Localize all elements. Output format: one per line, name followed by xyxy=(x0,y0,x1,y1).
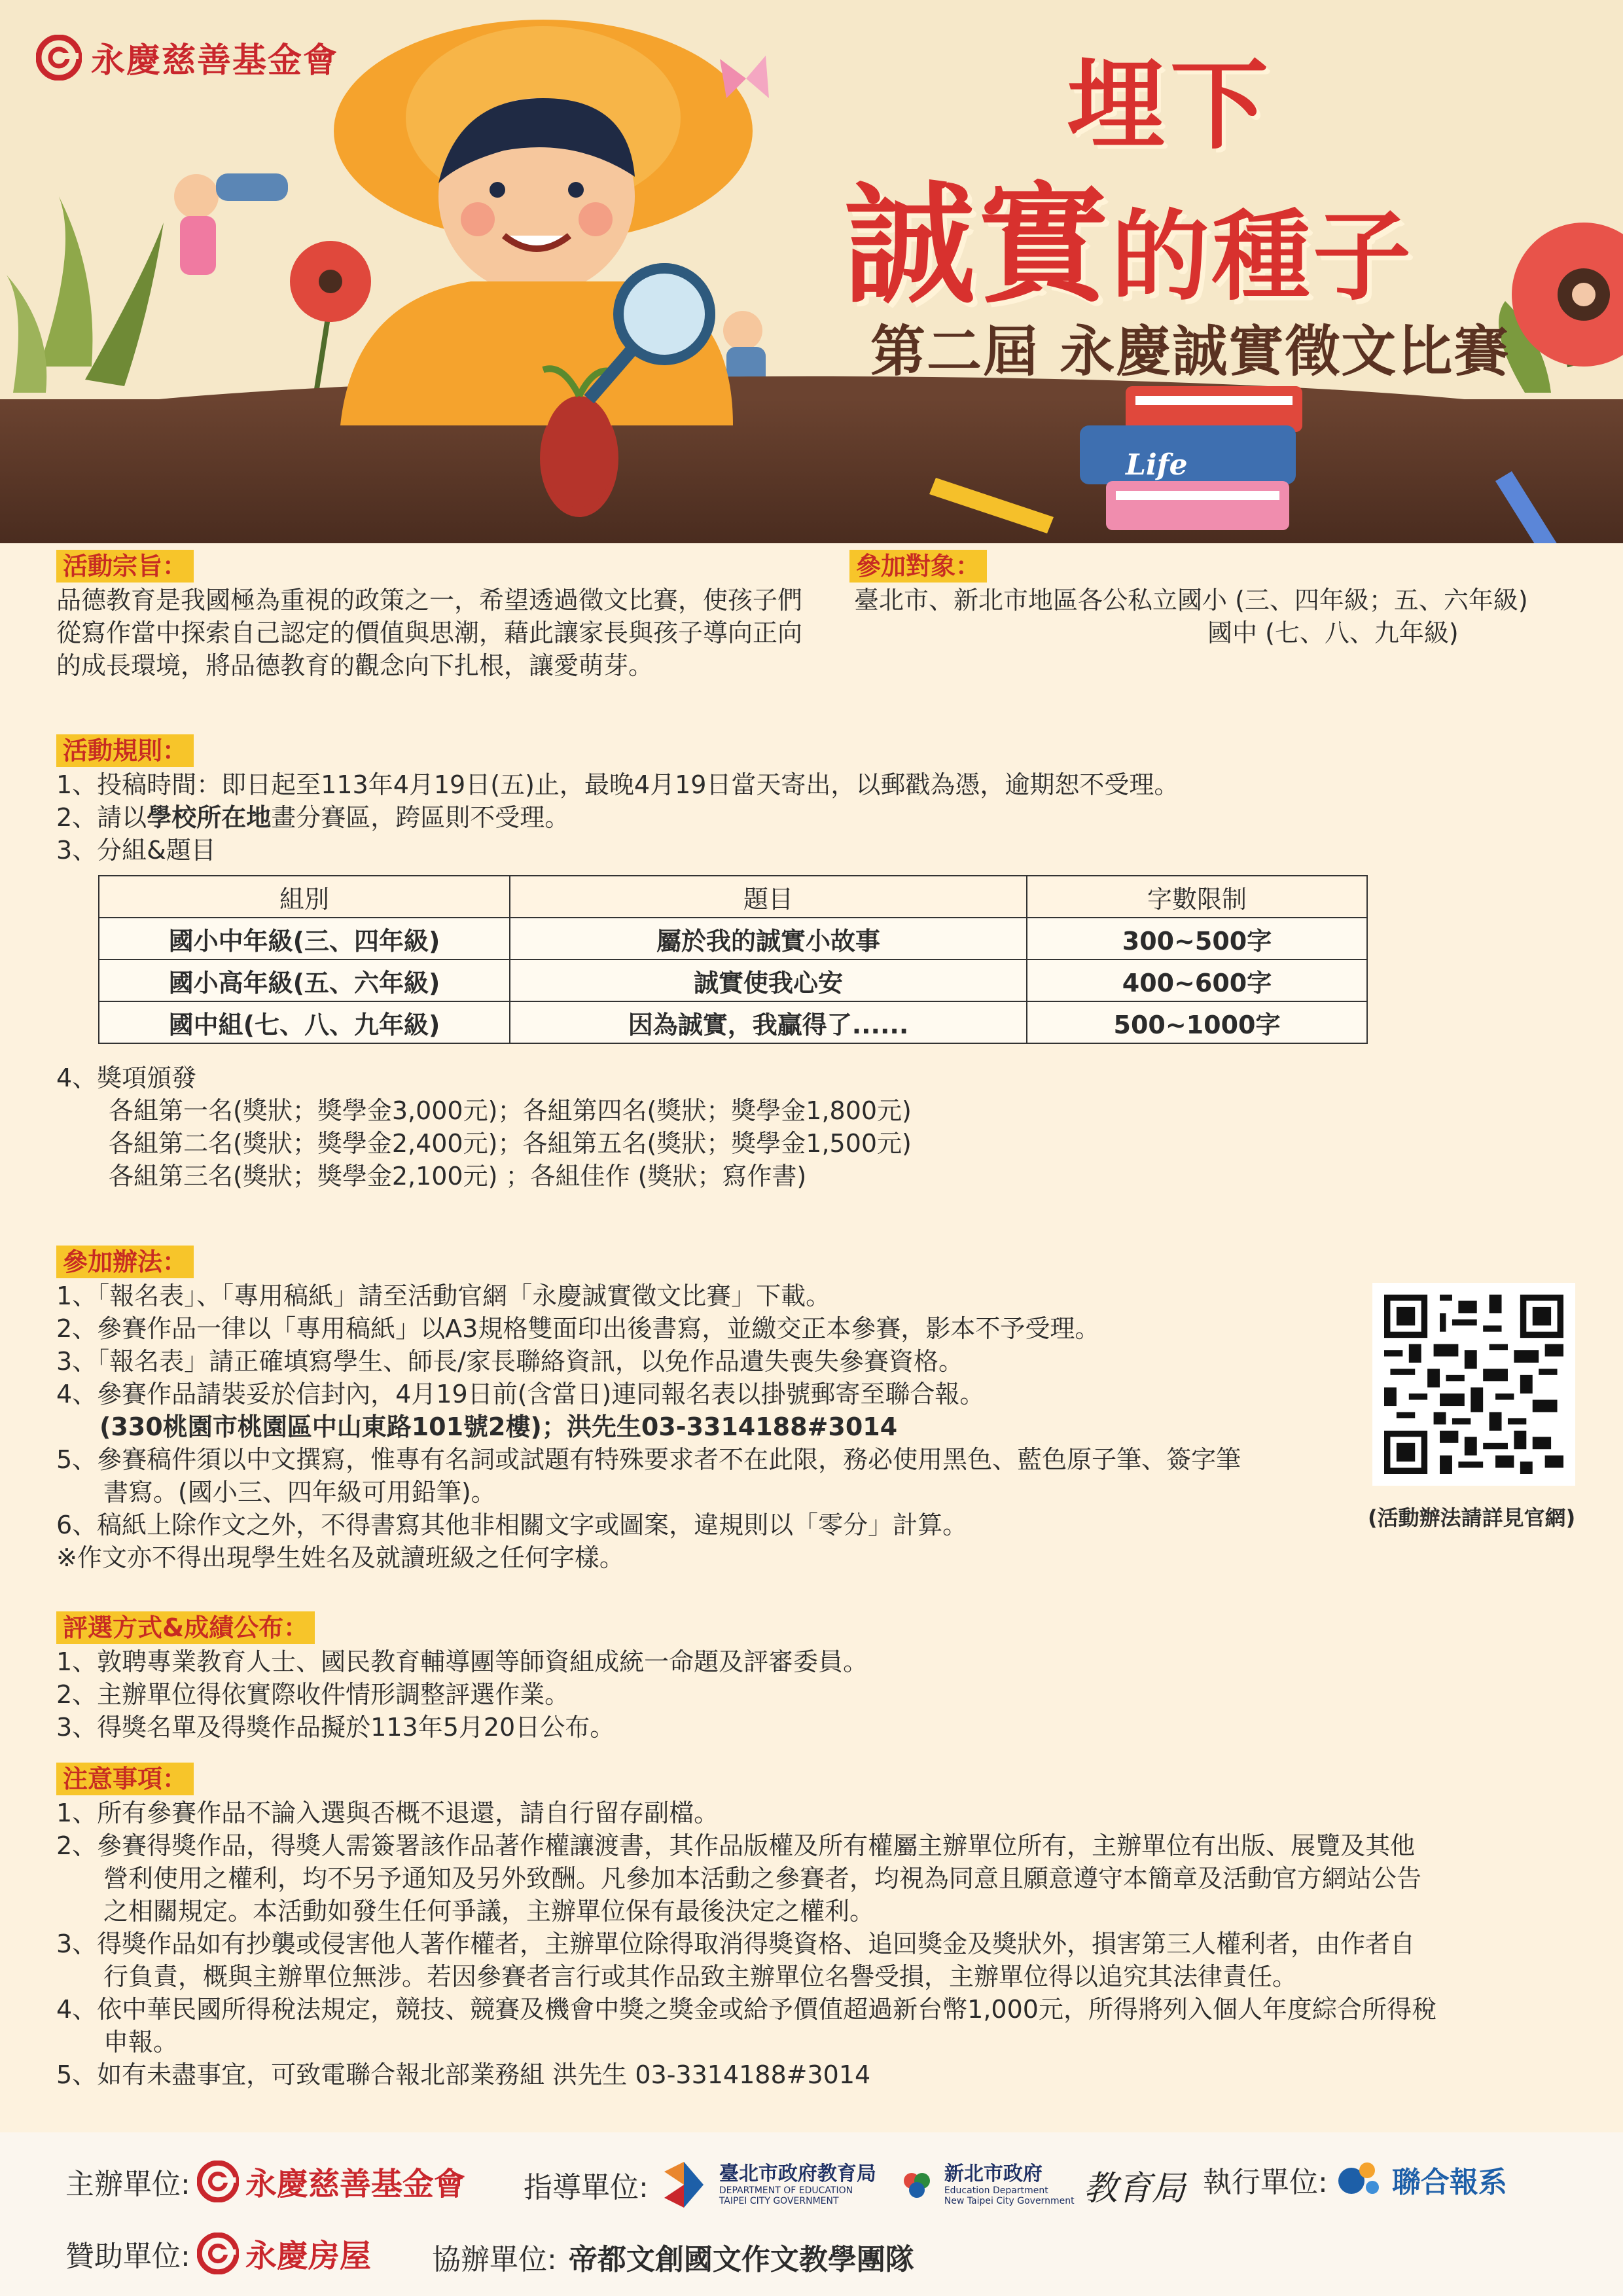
table-cell: 300~500字 xyxy=(1027,918,1367,960)
group-topic-table xyxy=(98,875,1368,1044)
audience-line-1: 臺北市、新北市地區各公私立國小 (三、四年級；五、六年級) xyxy=(854,586,1528,615)
table-header: 組別 xyxy=(99,876,510,918)
co-org: 帝都文創國文作文教學團隊 xyxy=(568,2243,914,2276)
ntpc-en-2: New Taipei City Government xyxy=(944,2196,1075,2206)
judging-3: 3、得獎名單及得獎作品擬於113年5月20日公布。 xyxy=(56,1713,615,1742)
host-label: 主辦單位: xyxy=(65,2167,190,2201)
subtitle: 第二屆 永慶誠實徵文比賽 xyxy=(870,319,1510,384)
awards-heading: 4、獎項頒發 xyxy=(56,1064,197,1092)
table-cell: 因為誠實，我贏得了...... xyxy=(510,1001,1027,1043)
purpose-heading: 活動宗旨： xyxy=(56,550,194,583)
taipei-edu xyxy=(719,2163,876,2206)
note-3-cont: 行負責，概與主辦單位無涉。若因參賽者言行或其作品致主辦單位名譽受損，主辦單位得以追究其法律責任。 xyxy=(103,1962,1298,1991)
table-header-row xyxy=(99,876,1367,918)
qr-code-icon xyxy=(1384,1295,1563,1474)
title-line-2 xyxy=(844,141,1414,329)
note-3: 3、得獎作品如有抄襲或侵害他人著作權者，主辦單位除得取消得獎資格、追回獎金及獎狀外，損害第三人權利者，由作者自 xyxy=(56,1929,1416,1958)
method-4-address: (330桃園市桃園區中山東路101號2樓)；洪先生03-3314188#3014 xyxy=(99,1412,898,1441)
method-2: 2、參賽作品一律以「專用稿紙」以A3規格雙面印出後書寫，並繳交正本參賽，影本不予受理。 xyxy=(56,1314,1100,1343)
method-3: 3、「報名表」請正確填寫學生、師長/家長聯絡資訊，以免作品遺失喪失參賽資格。 xyxy=(56,1347,963,1376)
note-4-cont: 申報。 xyxy=(103,2028,179,2056)
rule-2 xyxy=(56,801,1179,834)
sponsor-org: 永慶房屋 xyxy=(245,2238,371,2274)
method-note: ※作文亦不得出現學生姓名及就讀班級之任何字樣。 xyxy=(56,1543,624,1572)
qr-caption: (活動辦法請詳見官網) xyxy=(1368,1505,1576,1530)
method-5-cont: 書寫。(國小三、四年級可用鉛筆)。 xyxy=(103,1478,496,1507)
method-list xyxy=(56,1280,1241,1574)
award-line: 各組第二名(獎狀；獎學金2,400元)；各組第五名(獎狀；獎學金1,500元) xyxy=(109,1129,912,1158)
taipei-edu-en-1: DEPARTMENT OF EDUCATION xyxy=(719,2185,853,2196)
org-logo xyxy=(36,33,338,82)
host-org: 永慶慈善基金會 xyxy=(245,2166,465,2202)
ntpc-en-1: Education Department xyxy=(944,2185,1048,2196)
hero-banner xyxy=(0,0,1623,543)
table-cell: 誠實使我心安 xyxy=(510,960,1027,1001)
award-line: 各組第一名(獎狀；獎學金3,000元)；各組第四名(獎狀；獎學金1,800元) xyxy=(109,1096,912,1125)
book-label: Life xyxy=(1126,448,1188,482)
rules-heading: 活動規則： xyxy=(56,734,194,767)
note-2: 2、參賽得獎作品，得獎人需簽署該作品著作權讓渡書，其作品版權及所有權屬主辦單位所有，主辦單位有出版、展覽及其他 xyxy=(56,1831,1416,1860)
new-taipei-logo-icon xyxy=(899,2166,935,2203)
guide-label: 指導單位: xyxy=(524,2171,649,2204)
note-5: 5、如有未盡事宜，可致電聯合報北部業務組 洪先生 03-3314188#3014 xyxy=(56,2060,871,2089)
title-honesty: 誠實 xyxy=(844,168,1112,322)
title-seed: 的種子 xyxy=(1111,199,1414,314)
table-row xyxy=(99,960,1367,1001)
qr-code[interactable] xyxy=(1372,1283,1575,1486)
table-header: 題目 xyxy=(510,876,1027,918)
exec-unit xyxy=(1203,2159,1507,2200)
ntpc xyxy=(944,2163,1075,2206)
exec-label: 執行單位: xyxy=(1203,2166,1328,2199)
table-cell: 屬於我的誠實小故事 xyxy=(510,918,1027,960)
rule-2-c: 畫分賽區，跨區則不受理。 xyxy=(271,803,570,832)
awards-list xyxy=(56,1062,912,1193)
method-heading: 參加辦法： xyxy=(56,1246,194,1278)
rules-list xyxy=(56,768,1179,867)
method-4: 4、參賽作品請裝妥於信封內，4月19日前(含當日)連同報名表以掛號郵寄至聯合報。 xyxy=(56,1380,985,1408)
table-cell: 國小中年級(三、四年級) xyxy=(99,918,510,960)
host-unit xyxy=(65,2159,465,2204)
award-line: 各組第三名(獎狀；獎學金2,100元) ；各組佳作 (獎狀；寫作書) xyxy=(109,1162,807,1191)
rule-2-b: 學校所在地 xyxy=(147,803,272,832)
rule-2-a: 2、請以 xyxy=(56,803,147,832)
rule-3: 3、分組&題目 xyxy=(56,836,216,865)
guide-unit xyxy=(524,2159,1186,2211)
table-row xyxy=(99,1001,1367,1043)
note-2-cont: 之相關規定。本活動如發生任何爭議，主辦單位保有最後決定之權利。 xyxy=(103,1897,875,1926)
footer xyxy=(0,2132,1623,2296)
ntpc-edu: 教育局 xyxy=(1083,2168,1186,2208)
note-4: 4、依中華民國所得稅法規定，競技、競賽及機會中獎之獎金或給予價值超過新台幣1,000元，所得將列入個人年度綜合所得稅 xyxy=(56,1995,1436,2024)
taipei-edu-en-2: TAIPEI CITY GOVERNMENT xyxy=(719,2196,839,2206)
judging-1: 1、敦聘專業教育人士、國民教育輔導團等師資組成統一命題及評審委員。 xyxy=(56,1647,868,1676)
exec-org: 聯合報系 xyxy=(1391,2166,1507,2199)
rule-1: 1、投稿時間：即日起至113年4月19日(五)止，最晚4月19日當天寄出，以郵戳為憑，逾期恕不受理。 xyxy=(56,770,1179,799)
taipei-edu-name: 臺北市政府教育局 xyxy=(719,2162,876,2185)
purpose-text: 品德教育是我國極為重視的政策之一，希望透過徵文比賽，使孩子們從寫作當中探索自己認定的價值與思潮，藉此讓家長與孩子導向正向的成長環境，將品德教育的觀念向下扎根，讓愛萌芽。 xyxy=(56,586,803,680)
audience-heading: 參加對象： xyxy=(849,550,987,583)
method-5: 5、參賽稿件須以中文撰寫，惟專有名詞或試題有特殊要求者不在此限，務必使用黑色、藍色原子筆、簽字筆 xyxy=(56,1445,1241,1474)
judging-heading: 評選方式&成績公布： xyxy=(56,1611,315,1644)
org-name: 永慶慈善基金會 xyxy=(91,41,339,81)
table-row xyxy=(99,918,1367,960)
table-cell: 國小高年級(五、六年級) xyxy=(99,960,510,1001)
audience-line-2: 國中 (七、八、九年級) xyxy=(1207,619,1459,647)
table-cell: 400~600字 xyxy=(1027,960,1367,1001)
table-cell: 500~1000字 xyxy=(1027,1001,1367,1043)
note-1: 1、所有參賽作品不論入選與否概不退還，請自行留存副檔。 xyxy=(56,1799,719,1827)
judging-list xyxy=(56,1645,868,1744)
co-label: 協辦單位: xyxy=(432,2243,557,2276)
title-line-1: 埋下 xyxy=(1067,48,1274,163)
udn-logo-icon xyxy=(1337,2159,1383,2200)
note-2-cont: 營利使用之權利，均不另予通知及另外致酬。凡參加本活動之參賽者，均視為同意且願意遵守本簡章及活動官方網站公告 xyxy=(103,1864,1422,1893)
notes-list xyxy=(56,1797,1436,2091)
ntpc-name: 新北市政府 xyxy=(944,2162,1043,2185)
table-cell: 國中組(七、八、九年級) xyxy=(99,1001,510,1043)
notes-heading: 注意事項： xyxy=(56,1763,194,1795)
method-1: 1、「報名表」、「專用稿紙」請至活動官網「永慶誠實徵文比賽」下載。 xyxy=(56,1282,831,1310)
taipei-edu-logo-icon xyxy=(658,2159,710,2211)
sponsor-unit xyxy=(65,2231,371,2276)
co-unit xyxy=(432,2236,914,2278)
table-header: 字數限制 xyxy=(1027,876,1367,918)
yungching-logo-icon xyxy=(197,2233,239,2274)
sponsor-label: 贊助單位: xyxy=(65,2239,190,2273)
foundation-logo-icon xyxy=(36,35,82,81)
method-6: 6、稿紙上除作文之外，不得書寫其他非相關文字或圖案，違規則以「零分」計算。 xyxy=(56,1511,968,1539)
judging-2: 2、主辦單位得依實際收件情形調整評選作業。 xyxy=(56,1680,570,1709)
foundation-logo-icon xyxy=(197,2161,239,2202)
